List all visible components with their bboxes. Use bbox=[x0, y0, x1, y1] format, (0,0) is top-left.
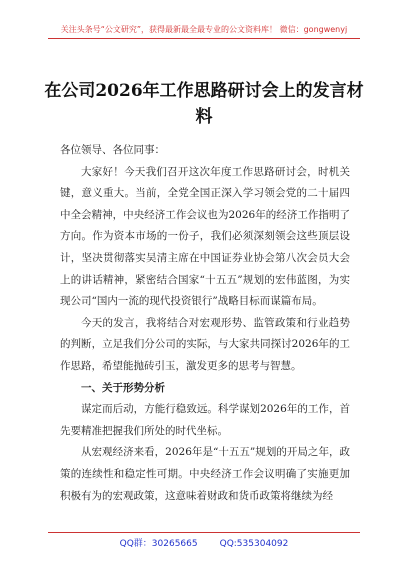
document-title: 在公司2026年工作思路研讨会上的发言材料 bbox=[44, 81, 364, 127]
paragraph-opening: 大家好！今天我们召开这次年度工作思路研讨会，时机关键，意义重大。当前，全党全国正深入学习领会党的二十届四中全会精神，中央经济工作会议也为2026年的经济工作指明了方向。作为资本市场的一份子，我们必须深刻领会这些顶层设计，坚决贯彻落实吴清主席在中国证券业协会第八次会员大会上的讲话精神，紧密结合国家“十五五”规划的宏伟蓝图，为实现公司“国内一流的现代投资银行”战略目标而谋篇布局。 bbox=[60, 165, 350, 308]
paragraph-situation-intro: 谋定而后动，方能行稳致远。科学谋划2026年的工作，首先要精准把握我们所处的时代坐标。 bbox=[60, 403, 350, 437]
page-footer bbox=[0, 536, 408, 549]
document-body bbox=[60, 140, 350, 507]
section-heading-situation-analysis: 一、关于形势分析 bbox=[81, 381, 165, 394]
salutation: 各位领导、各位同事： bbox=[60, 144, 165, 156]
page-header-banner: 关注头条号“公文研究”，获得最新最全最专业的公文资料库！ 微信：gongwenyj bbox=[60, 25, 348, 34]
paragraph-purpose: 今天的发言，我将结合对宏观形势、监管政策和行业趋势的判断，立足我们分公司的实际，与大家共同探讨2026年的工作思路，希望能抛砖引玉，激发更多的思考与智慧。 bbox=[60, 316, 350, 372]
footer-qq-number: QQ:535304092 bbox=[219, 539, 289, 549]
paragraph-macro-economy: 从宏观经济来看，2026年是“十五五”规划的开局之年，政策的连续性和稳定性可期。中央经济工作会议明确了实施更加积极有为的宏观政策，这意味着财政和货币政策将继续为经 bbox=[60, 446, 350, 502]
footer-divider bbox=[48, 532, 360, 533]
footer-qq-group: QQ群：30265665 bbox=[119, 539, 198, 549]
header-divider bbox=[48, 38, 360, 39]
